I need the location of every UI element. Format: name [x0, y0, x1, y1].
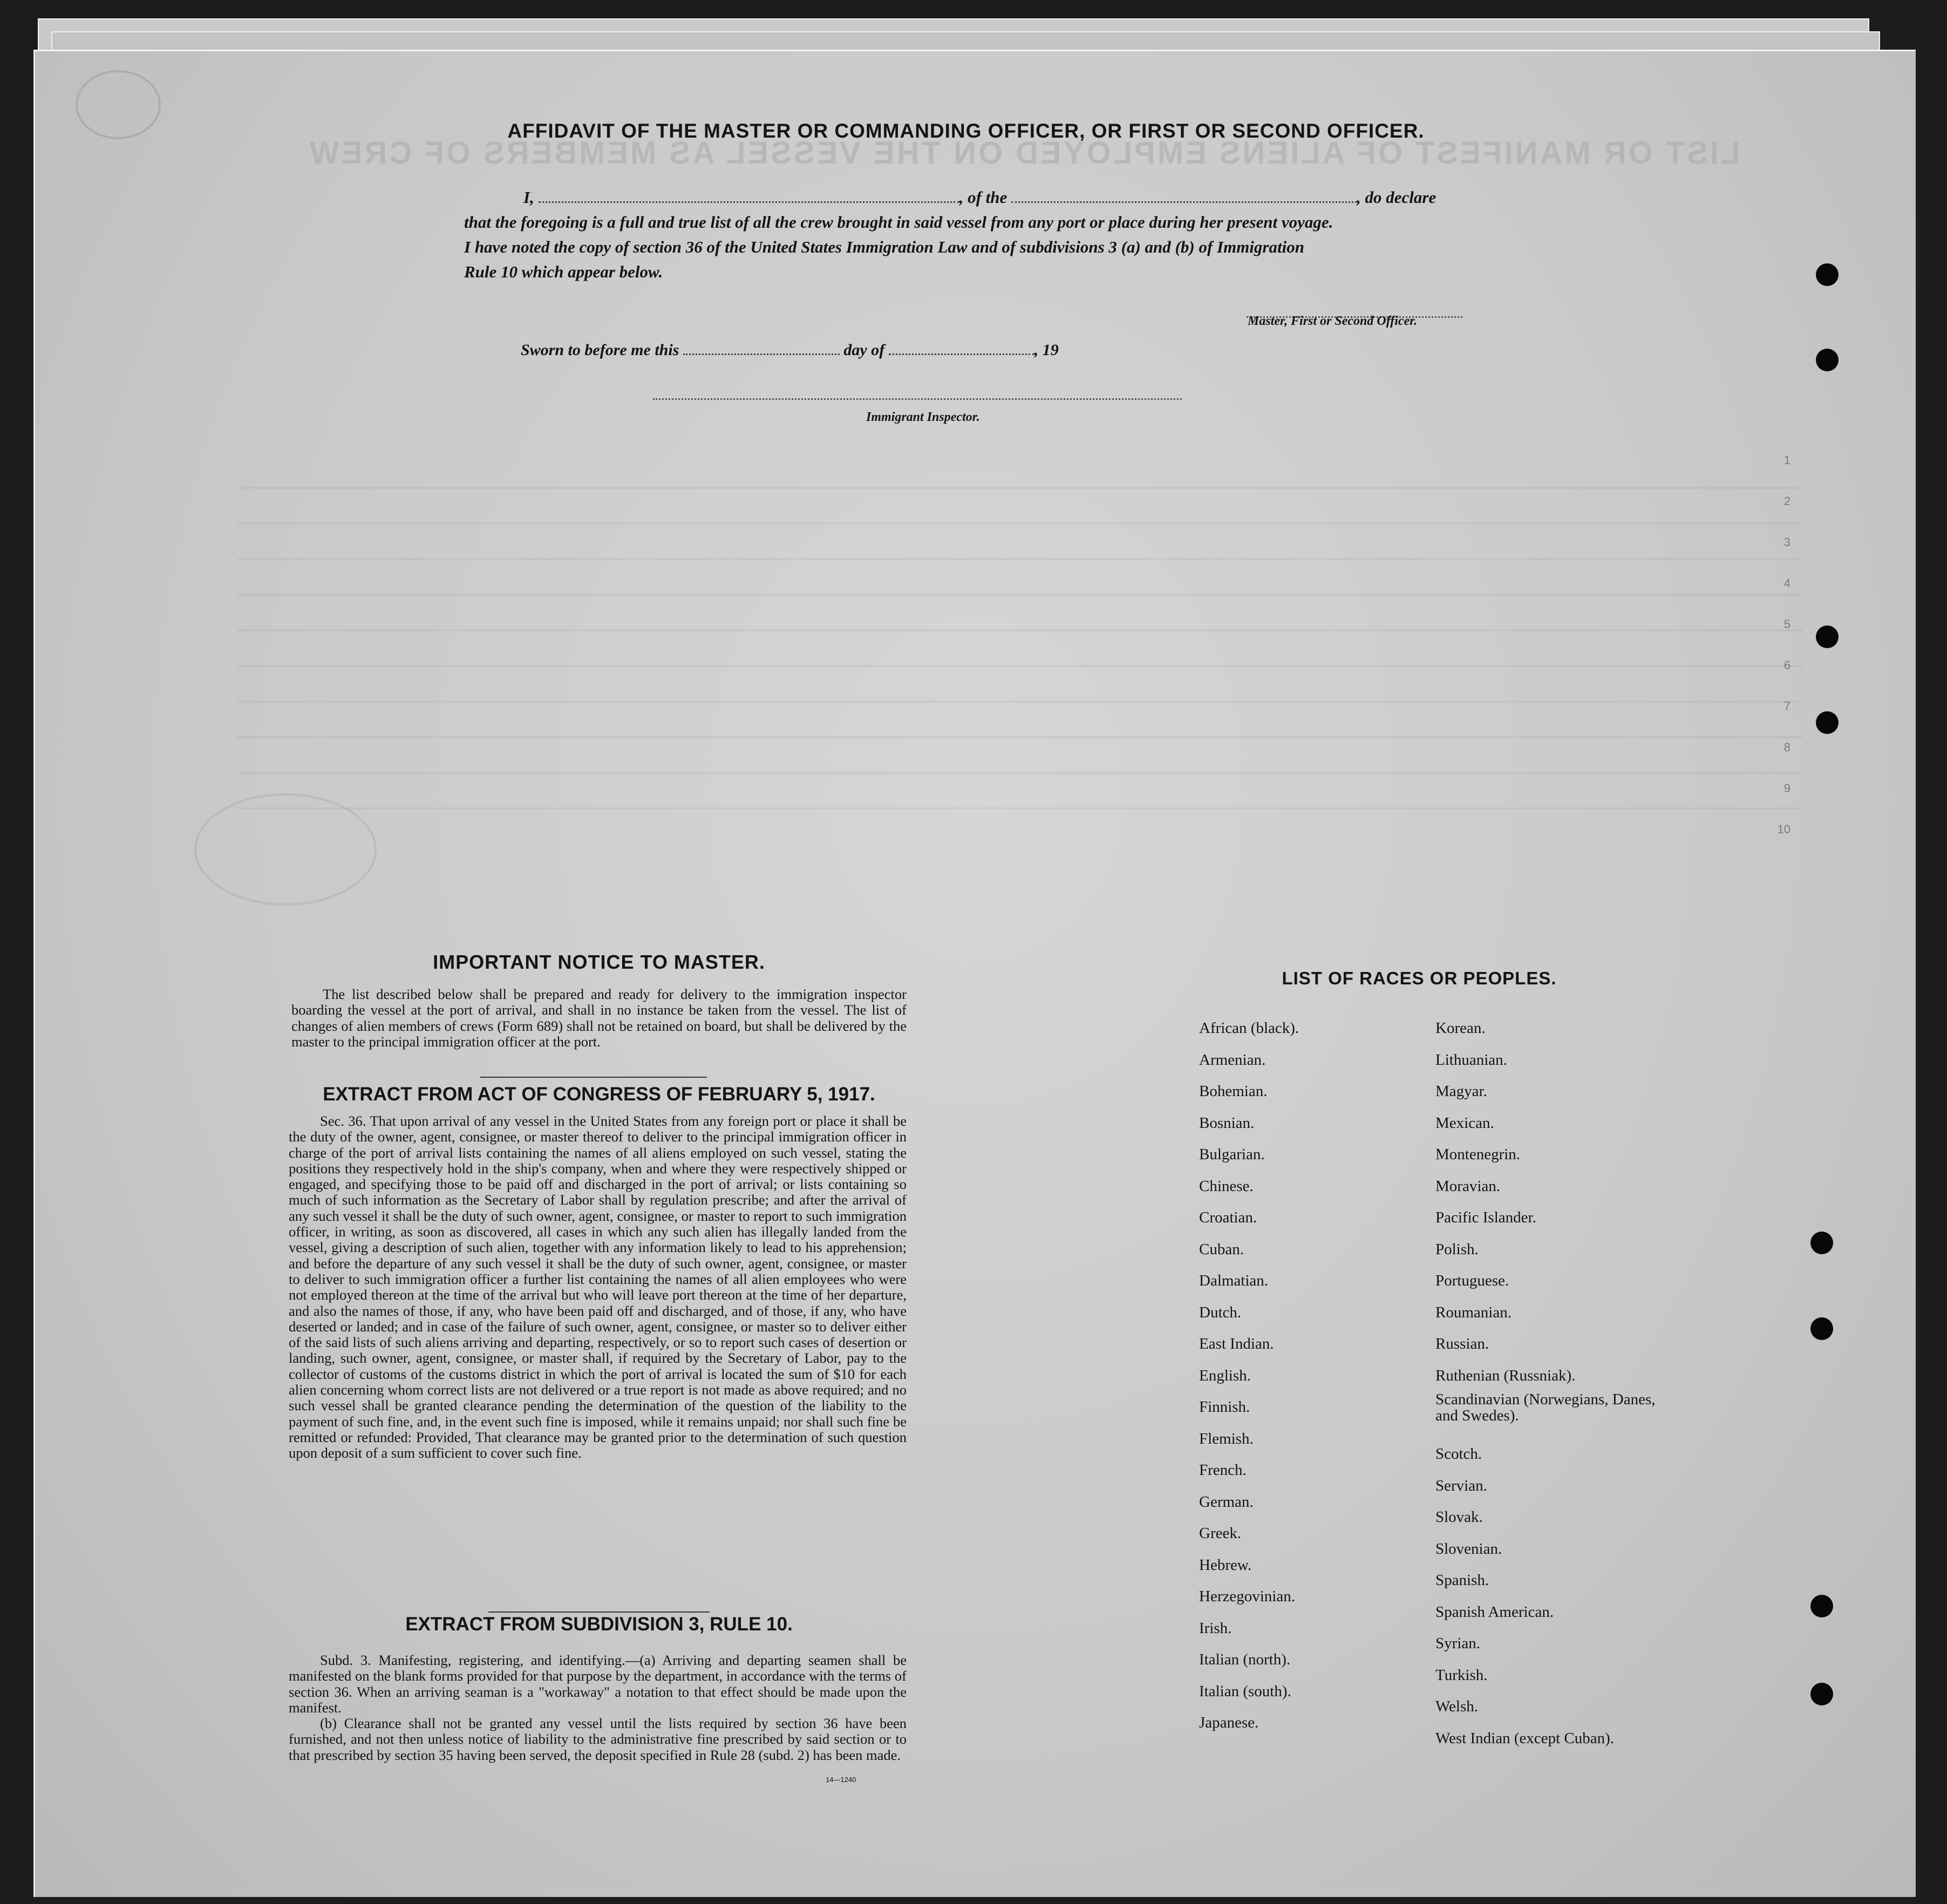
race-item: Spanish American. [1435, 1603, 1554, 1621]
races-right-column [1435, 1012, 1667, 1754]
race-item: Ruthenian (Russniak). [1435, 1366, 1576, 1384]
notice-title: IMPORTANT NOTICE TO MASTER. [433, 951, 765, 973]
rule-extract-text-b: (b) Clearance shall not be granted any vessel until the lists required by section 36 have been furnished, and not then unless notice of liability to the administrative fine prescribed by said section or to that prescribed by section 35 having been served, the deposit specified in Rule 28 (subd. 2) has been made. [289, 1715, 907, 1763]
race-item: Dalmatian. [1199, 1272, 1269, 1289]
master-signature-label: Master, First or Second Officer. [1248, 314, 1418, 328]
race-item: Croatian. [1199, 1209, 1257, 1226]
bleed-through-rows [237, 453, 1802, 842]
race-item: Montenegrin. [1435, 1146, 1521, 1163]
year-text: , 19 [1034, 341, 1059, 359]
race-item: East Indian. [1199, 1335, 1274, 1352]
race-item: Syrian. [1435, 1635, 1480, 1652]
form-number: 14—1240 [826, 1776, 856, 1784]
bleed-through-heading: LIST OR MANIFEST OF ALIENS EMPLOYED ON THE VESSEL AS MEMBERS OF CREW [308, 135, 1740, 171]
name-blank [539, 201, 959, 203]
binder-hole [1816, 711, 1839, 734]
act-extract-text: Sec. 36. That upon arrival of any vessel in the United States from any foreign port or place it shall be the duty of the owner, agent, consignee, or master thereof to deliver to the principal immigration officer in charge of the port of arrival lists containing the names of all aliens employed on such vessel, stating the positions they respectively hold in the ship's company, when and where they were respectively shipped or engaged, and specifying those to be paid off and discharged in the port of arrival; or lists containing so much of such information as the Secretary of Labor shall by regulation prescribe; and after the arrival of any such vessel it shall be the duty of such owner, agent, consignee, or master to report to such immigration officer, in writing, as soon as discovered, all cases in which any such alien has illegally landed from the vessel, giving a description of such alien, together with any information likely to lead to his apprehension; and before the departure of any such vessel it shall be the duty of such owner, agent, consignee, or master to deliver to such immigration officer a further list containing the names of all alien employees who were not employed thereon at the time of the arrival but who will leave port thereon at the time of her departure, and also the names of those, if any, who have been paid off and discharged, and of those, if any, who have deserted or landed; and in case of the failure of such owner, agent, consignee, or master so to deliver either of the said lists of such aliens arriving and departing, respectively, or so to report such cases of desertion or landing, such owner, agent, consignee, or master shall, if required by the Secretary of Labor, pay to the collector of customs of the customs district in which the port of arrival is located the sum of $10 for each alien concerning whom correct lists are not delivered or a true report is not made as above required; and no such vessel shall be granted clearance pending the determination of the question of the liability to the payment of such fine, and, in the event such fine is imposed, while it remains unpaid; nor shall such fine be remitted or refunded: Provided, That clearance may be granted prior to the determination of such question upon deposit of a sum sufficient to cover such fine. [289, 1113, 907, 1461]
notice-text: The list described below shall be prepared and ready for delivery to the immigration inspector boarding the vessel at the port of arrival, and shall in no instance be taken from the vessel. The list of changes of alien members of crews (Form 689) shall not be retained on board, but shall be delivered by the master to the principal immigration officer at the port. [291, 986, 907, 1050]
race-item: Mexican. [1435, 1114, 1494, 1132]
affidavit-line-2: that the foregoing is a full and true list of all the crew brought in said vessel from any port or place during her present voyage. [464, 213, 1333, 232]
race-item: Slovenian. [1435, 1540, 1502, 1558]
affidavit-title: AFFIDAVIT OF THE MASTER OR COMMANDING OFFICER, OR FIRST OR SECOND OFFICER. [507, 120, 1425, 142]
sworn-line [521, 341, 1059, 359]
race-item: Turkish. [1435, 1666, 1488, 1684]
affidavit-line-4: Rule 10 which appear below. [464, 262, 663, 281]
race-item: Irish. [1199, 1619, 1232, 1637]
race-item: Hebrew. [1199, 1556, 1252, 1574]
race-item: Spanish. [1435, 1572, 1489, 1589]
race-item: Chinese. [1199, 1177, 1254, 1195]
race-item: Bosnian. [1199, 1114, 1255, 1132]
month-blank [889, 353, 1034, 355]
races-title: LIST OF RACES OR PEOPLES. [1282, 968, 1557, 988]
act-extract-body [289, 1113, 907, 1461]
race-item: Finnish. [1199, 1398, 1250, 1416]
affidavit-i: I, [523, 188, 534, 207]
divider-rule [488, 1611, 710, 1613]
race-item: Roumanian. [1435, 1303, 1512, 1321]
binder-hole [1810, 1683, 1833, 1705]
race-item: Welsh. [1435, 1698, 1479, 1715]
affidavit-declare: , do declare [1357, 188, 1437, 207]
race-item: Italian (south). [1199, 1682, 1291, 1700]
race-item: Greek. [1199, 1525, 1242, 1542]
binder-hole [1810, 1595, 1833, 1617]
race-item: Moravian. [1435, 1177, 1500, 1195]
race-item: Dutch. [1199, 1303, 1242, 1321]
inspector-signature-label: Immigrant Inspector. [866, 410, 980, 424]
race-item: Polish. [1435, 1240, 1479, 1258]
divider-rule [480, 1077, 707, 1078]
races-left-column [1199, 1012, 1299, 1739]
race-item: Scandinavian (Norwegians, Danes, and Swedes). [1435, 1391, 1656, 1424]
race-item: Lithuanian. [1435, 1051, 1507, 1069]
race-item: Korean. [1435, 1019, 1486, 1037]
affidavit-of-the: , of the [959, 188, 1007, 207]
day-of-text: day of [843, 341, 885, 359]
rule-extract-body [289, 1653, 907, 1763]
inspector-signature-line [653, 398, 1182, 400]
race-item: Herzegovinian. [1199, 1588, 1295, 1605]
race-item: African (black). [1199, 1019, 1299, 1037]
race-item: Bohemian. [1199, 1083, 1268, 1100]
race-item: Slovak. [1435, 1508, 1483, 1526]
binder-hole [1816, 263, 1839, 286]
binder-hole [1816, 625, 1839, 648]
race-item: Scotch. [1435, 1445, 1482, 1463]
notice-body [291, 987, 907, 1050]
race-item: Magyar. [1435, 1083, 1487, 1100]
affidavit-line-1 [523, 188, 1436, 207]
race-item: English. [1199, 1366, 1251, 1384]
race-item: Portuguese. [1435, 1272, 1509, 1289]
race-item: Flemish. [1199, 1430, 1254, 1447]
race-item: Cuban. [1199, 1240, 1244, 1258]
rule-extract-title: EXTRACT FROM SUBDIVISION 3, RULE 10. [405, 1614, 793, 1635]
race-item: Italian (north). [1199, 1651, 1291, 1668]
affidavit-line-3: I have noted the copy of section 36 of the United States Immigration Law and of subdivisions 3 (a) and (b) of Immigration [464, 237, 1304, 256]
race-item: Russian. [1435, 1335, 1489, 1352]
round-stamp [76, 70, 161, 139]
race-item: Pacific Islander. [1435, 1209, 1536, 1226]
day-blank [683, 353, 840, 355]
binder-hole [1816, 349, 1839, 371]
race-item: German. [1199, 1493, 1254, 1511]
binder-hole [1810, 1317, 1833, 1340]
race-item: French. [1199, 1461, 1247, 1479]
binder-hole [1810, 1232, 1833, 1254]
race-item: Servian. [1435, 1477, 1487, 1494]
race-item: Japanese. [1199, 1714, 1259, 1731]
race-item: West Indian (except Cuban). [1435, 1729, 1615, 1747]
race-item: Bulgarian. [1199, 1146, 1265, 1163]
rule-extract-text-a: Subd. 3. Manifesting, registering, and identifying.—(a) Arriving and departing seamen shall be manifested on the blank forms provided for that purpose by the department, in accordance with the terms of section 36. When an arriving seaman is a "workaway" a notation to that effect should be made upon the manifest. [289, 1652, 907, 1716]
act-extract-title: EXTRACT FROM ACT OF CONGRESS OF FEBRUARY 5, 1917. [323, 1084, 875, 1105]
race-item: Armenian. [1199, 1051, 1266, 1069]
vessel-blank [1011, 201, 1357, 203]
faded-stamp [194, 793, 377, 906]
sworn-text: Sworn to before me this [521, 341, 679, 359]
